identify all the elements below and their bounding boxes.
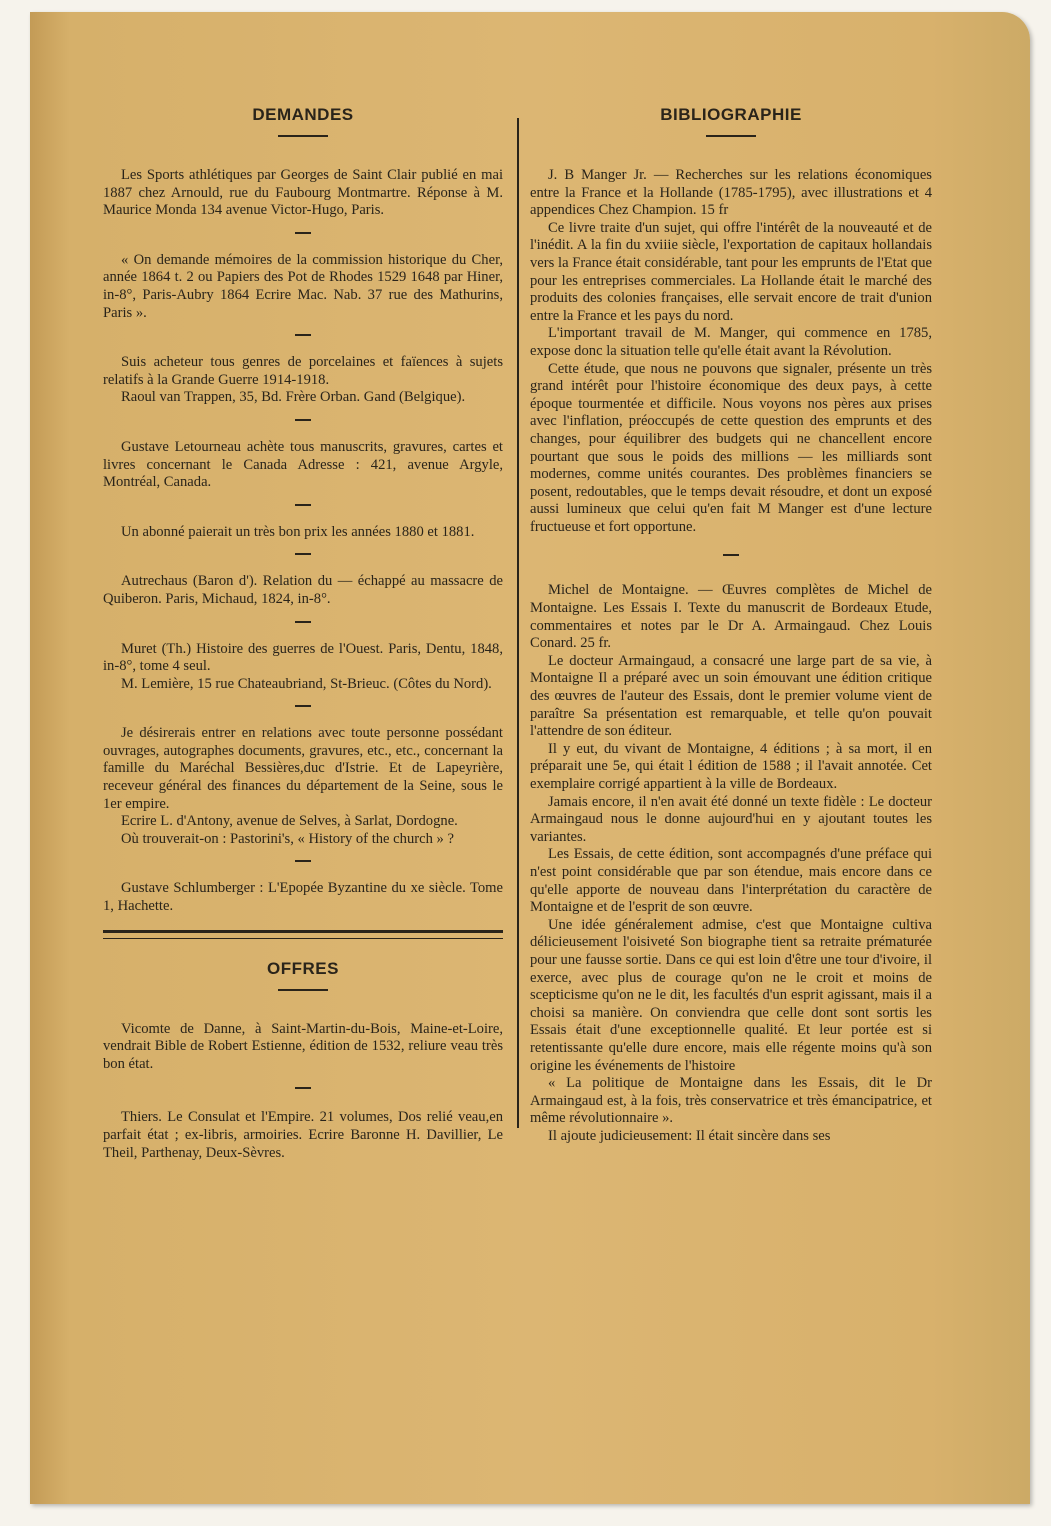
entry	[103, 439, 503, 492]
entry-separator	[295, 232, 311, 234]
entry-paragraph: Il ajoute judicieusement: Il était sincère dans ses	[548, 1127, 831, 1144]
entry-paragraph: Ecrire L. d'Antony, avenue de Selves, à Sarlat, Dordogne.	[121, 813, 458, 830]
offres-list	[103, 1021, 503, 1163]
right-column	[530, 105, 932, 1145]
title-underline	[706, 135, 756, 137]
entry	[103, 641, 503, 694]
entry-separator	[295, 860, 311, 862]
entry-paragraph: Jamais encore, il n'en avait été donné un texte fidèle : Le docteur Armaingaud nous le donne aujourd'hui en y ajoutant toutes les variantes.	[530, 793, 932, 845]
entry-paragraph: Muret (Th.) Histoire des guerres de l'Ouest. Paris, Dentu, 1848, in-8°, tome 4 seul.	[103, 640, 503, 675]
entry-separator	[295, 419, 311, 421]
entry-paragraph: Les Essais, de cette édition, sont accompagnés d'une préface qui n'est point considérable que par son étendue, mais encore dans ce qu'elle apporte de nouveau dans l'interprétation du caractère de Montaigne et de l'esprit de son œuvre.	[530, 846, 932, 916]
entry-paragraph: « On demande mémoires de la commission historique du Cher, année 1864 t. 2 ou Papiers des Pot de Rhodes 1529 1648 par Hiner, in-8°, Paris-Aubry 1864 Ecrire Mac. Nab. 37 rue des Mathurins, Paris ».	[103, 251, 503, 321]
entry-paragraph: Ce livre traite d'un sujet, qui offre l'intérêt de la nouveauté et de l'inédit. A la fin du xviiie siècle, l'exportation de capitaux hollandais vers la France était considérable, tant pour les emprunts de l'Etat que pour les entreprises commerciales. La Hollande était le marché des produits des colonies françaises, elle servait encore de trait d'union entre la France et les pays du nord.	[530, 219, 932, 324]
demandes-list	[103, 167, 503, 916]
entry-separator	[295, 553, 311, 555]
title-underline	[278, 135, 328, 137]
left-column	[103, 105, 503, 1162]
entry	[103, 1021, 503, 1074]
section-title-demandes: DEMANDES	[252, 105, 354, 124]
section-rule	[103, 930, 503, 939]
entry-separator	[295, 621, 311, 623]
entry-paragraph: L'important travail de M. Manger, qui commence en 1785, expose donc la situation telle qu'elle était avant la Révolution.	[530, 325, 932, 359]
entry-paragraph: M. Lemière, 15 rue Chateaubriand, St-Brieuc. (Côtes du Nord).	[121, 675, 492, 692]
entry	[103, 880, 503, 915]
column-divider	[517, 118, 519, 1128]
entry-paragraph: Où trouverait-on : Pastorini's, « History of the church » ?	[121, 830, 454, 847]
entry	[103, 252, 503, 322]
entry	[103, 725, 503, 848]
entry-paragraph: Thiers. Le Consulat et l'Empire. 21 volumes, Dos relié veau,en parfait état ; ex-libris, armoiries. Ecrire Baronne H. Davillier, Le Theil, Parthenay, Deux-Sèvres.	[103, 1109, 503, 1161]
entry-paragraph: Le docteur Armaingaud, a consacré une large part de sa vie, à Montaigne Il a préparé avec un soin émouvant une édition critique des œuvres de l'auteur des Essais, dont le premier volume vient de paraître Sa présentation est remarquable, et telle qu'on pouvait l'attendre de son éditeur.	[530, 652, 932, 740]
entry-paragraph: Je désirerais entrer en relations avec toute personne possédant ouvrages, autographes documents, gravures, etc., etc., concernant la famille du Maréchal Bessières,duc d'Istrie. Et de Lapeyrière, receveur général des finances du département de la Seine, sous le 1er empire.	[103, 725, 503, 812]
entry-separator	[295, 1087, 311, 1089]
entry-paragraph: Un abonné paierait un très bon prix les années 1880 et 1881.	[121, 523, 475, 540]
entry-paragraph: Cette étude, que nous ne pouvons que signaler, présente un très grand intérêt pour l'histoire économique des deux pays, à cette époque tourmentée et difficile. Nous voyons nos pères aux prises avec l'inflation, préoccupés de cette question des emprunts et des changes, pour équilibrer des budgets qui ne chancellent encore pourtant que sous le poids des millions — les milliards sont modernes, comme unités courantes. Des problèmes financiers se posent, redoutables, que le temps devait résoudre, et dont un exposé aussi lumineux que celui qu'en fait M Manger est d'une lecture fructueuse et fort opportune.	[530, 360, 932, 535]
entry	[103, 573, 503, 608]
entry-paragraph: Gustave Letourneau achète tous manuscrits, gravures, cartes et livres concernant le Canada Adresse : 421, avenue Argyle, Montréal, Canada.	[103, 438, 503, 491]
entry-separator	[723, 554, 739, 556]
entry-paragraph: Les Sports athlétiques par Georges de Saint Clair publié en mai 1887 chez Arnould, rue du Faubourg Montmartre. Réponse à M. Maurice Monda 134 avenue Victor-Hugo, Paris.	[103, 167, 503, 219]
entry	[103, 354, 503, 407]
entry-paragraph: Suis acheteur tous genres de porcelaines et faïences à sujets relatifs à la Grande Guerre 1914-1918.	[103, 354, 503, 388]
entry-paragraph: J. B Manger Jr. — Recherches sur les relations économiques entre la France et la Hollande (1785-1795), avec illustrations et 4 appendices Chez Champion. 15 fr	[530, 167, 932, 219]
section-title-offres: OFFRES	[267, 958, 339, 978]
section-title-bibliographie: BIBLIOGRAPHIE	[660, 105, 802, 124]
entry-paragraph: Gustave Schlumberger : L'Epopée Byzantine du xe siècle. Tome 1, Hachette.	[103, 880, 503, 915]
entry-paragraph: Autrechaus (Baron d'). Relation du — échappé au massacre de Quiberon. Paris, Michaud, 1824, in-8°.	[103, 573, 503, 607]
entry-paragraph: Une idée généralement admise, c'est que Montaigne cultiva délicieusement l'oisiveté Son biographe tient sa retraite prématurée pour une fausse sortie. Dans ce qui est loin d'être une tour d'ivoire, il exerce, avec plus de courage qu'on ne le croit et moins de scepticisme qu'on ne le dit, les facultés d'un esprit agissant, mais il a choisi sa manière. On conviendra que celle dont sont sortis les Essais était d'une exceptionnelle qualité. Et leur portée est si retentissante qu'elle dure encore, mais elle régente moins qu'à son origine les événements de l'histoire	[530, 916, 932, 1074]
entry-paragraph: Michel de Montaigne. — Œuvres complètes de Michel de Montaigne. Les Essais I. Texte du manuscrit de Bordeaux Etude, commentaires et notes par le Dr A. Armaingaud. Chez Louis Conard. 25 fr.	[530, 582, 932, 652]
bibliographie-list	[530, 167, 932, 1145]
entry	[530, 167, 932, 536]
entry-separator	[295, 705, 311, 707]
entry	[103, 1109, 503, 1162]
entry	[530, 582, 932, 1145]
entry-paragraph: Il y eut, du vivant de Montaigne, 4 éditions ; à sa mort, il en préparait une 5e, qui était l édition de 1588 ; il l'avait annotée. Cet exemplaire corrigé appartient à la ville de Bordeaux.	[530, 740, 932, 792]
entry	[103, 524, 503, 542]
entry-paragraph: Raoul van Trappen, 35, Bd. Frère Orban. Gand (Belgique).	[121, 389, 466, 406]
entry-paragraph: « La politique de Montaigne dans les Essais, dit le Dr Armaingaud est, à la fois, très conservatrice et très émancipatrice, et même révolutionnaire ».	[530, 1075, 932, 1127]
entry-separator	[295, 504, 311, 506]
title-underline	[278, 989, 328, 991]
entry-paragraph: Vicomte de Danne, à Saint-Martin-du-Bois, Maine-et-Loire, vendrait Bible de Robert Estienne, édition de 1532, reliure veau très bon état.	[103, 1020, 503, 1072]
entry	[103, 167, 503, 220]
entry-separator	[295, 334, 311, 336]
